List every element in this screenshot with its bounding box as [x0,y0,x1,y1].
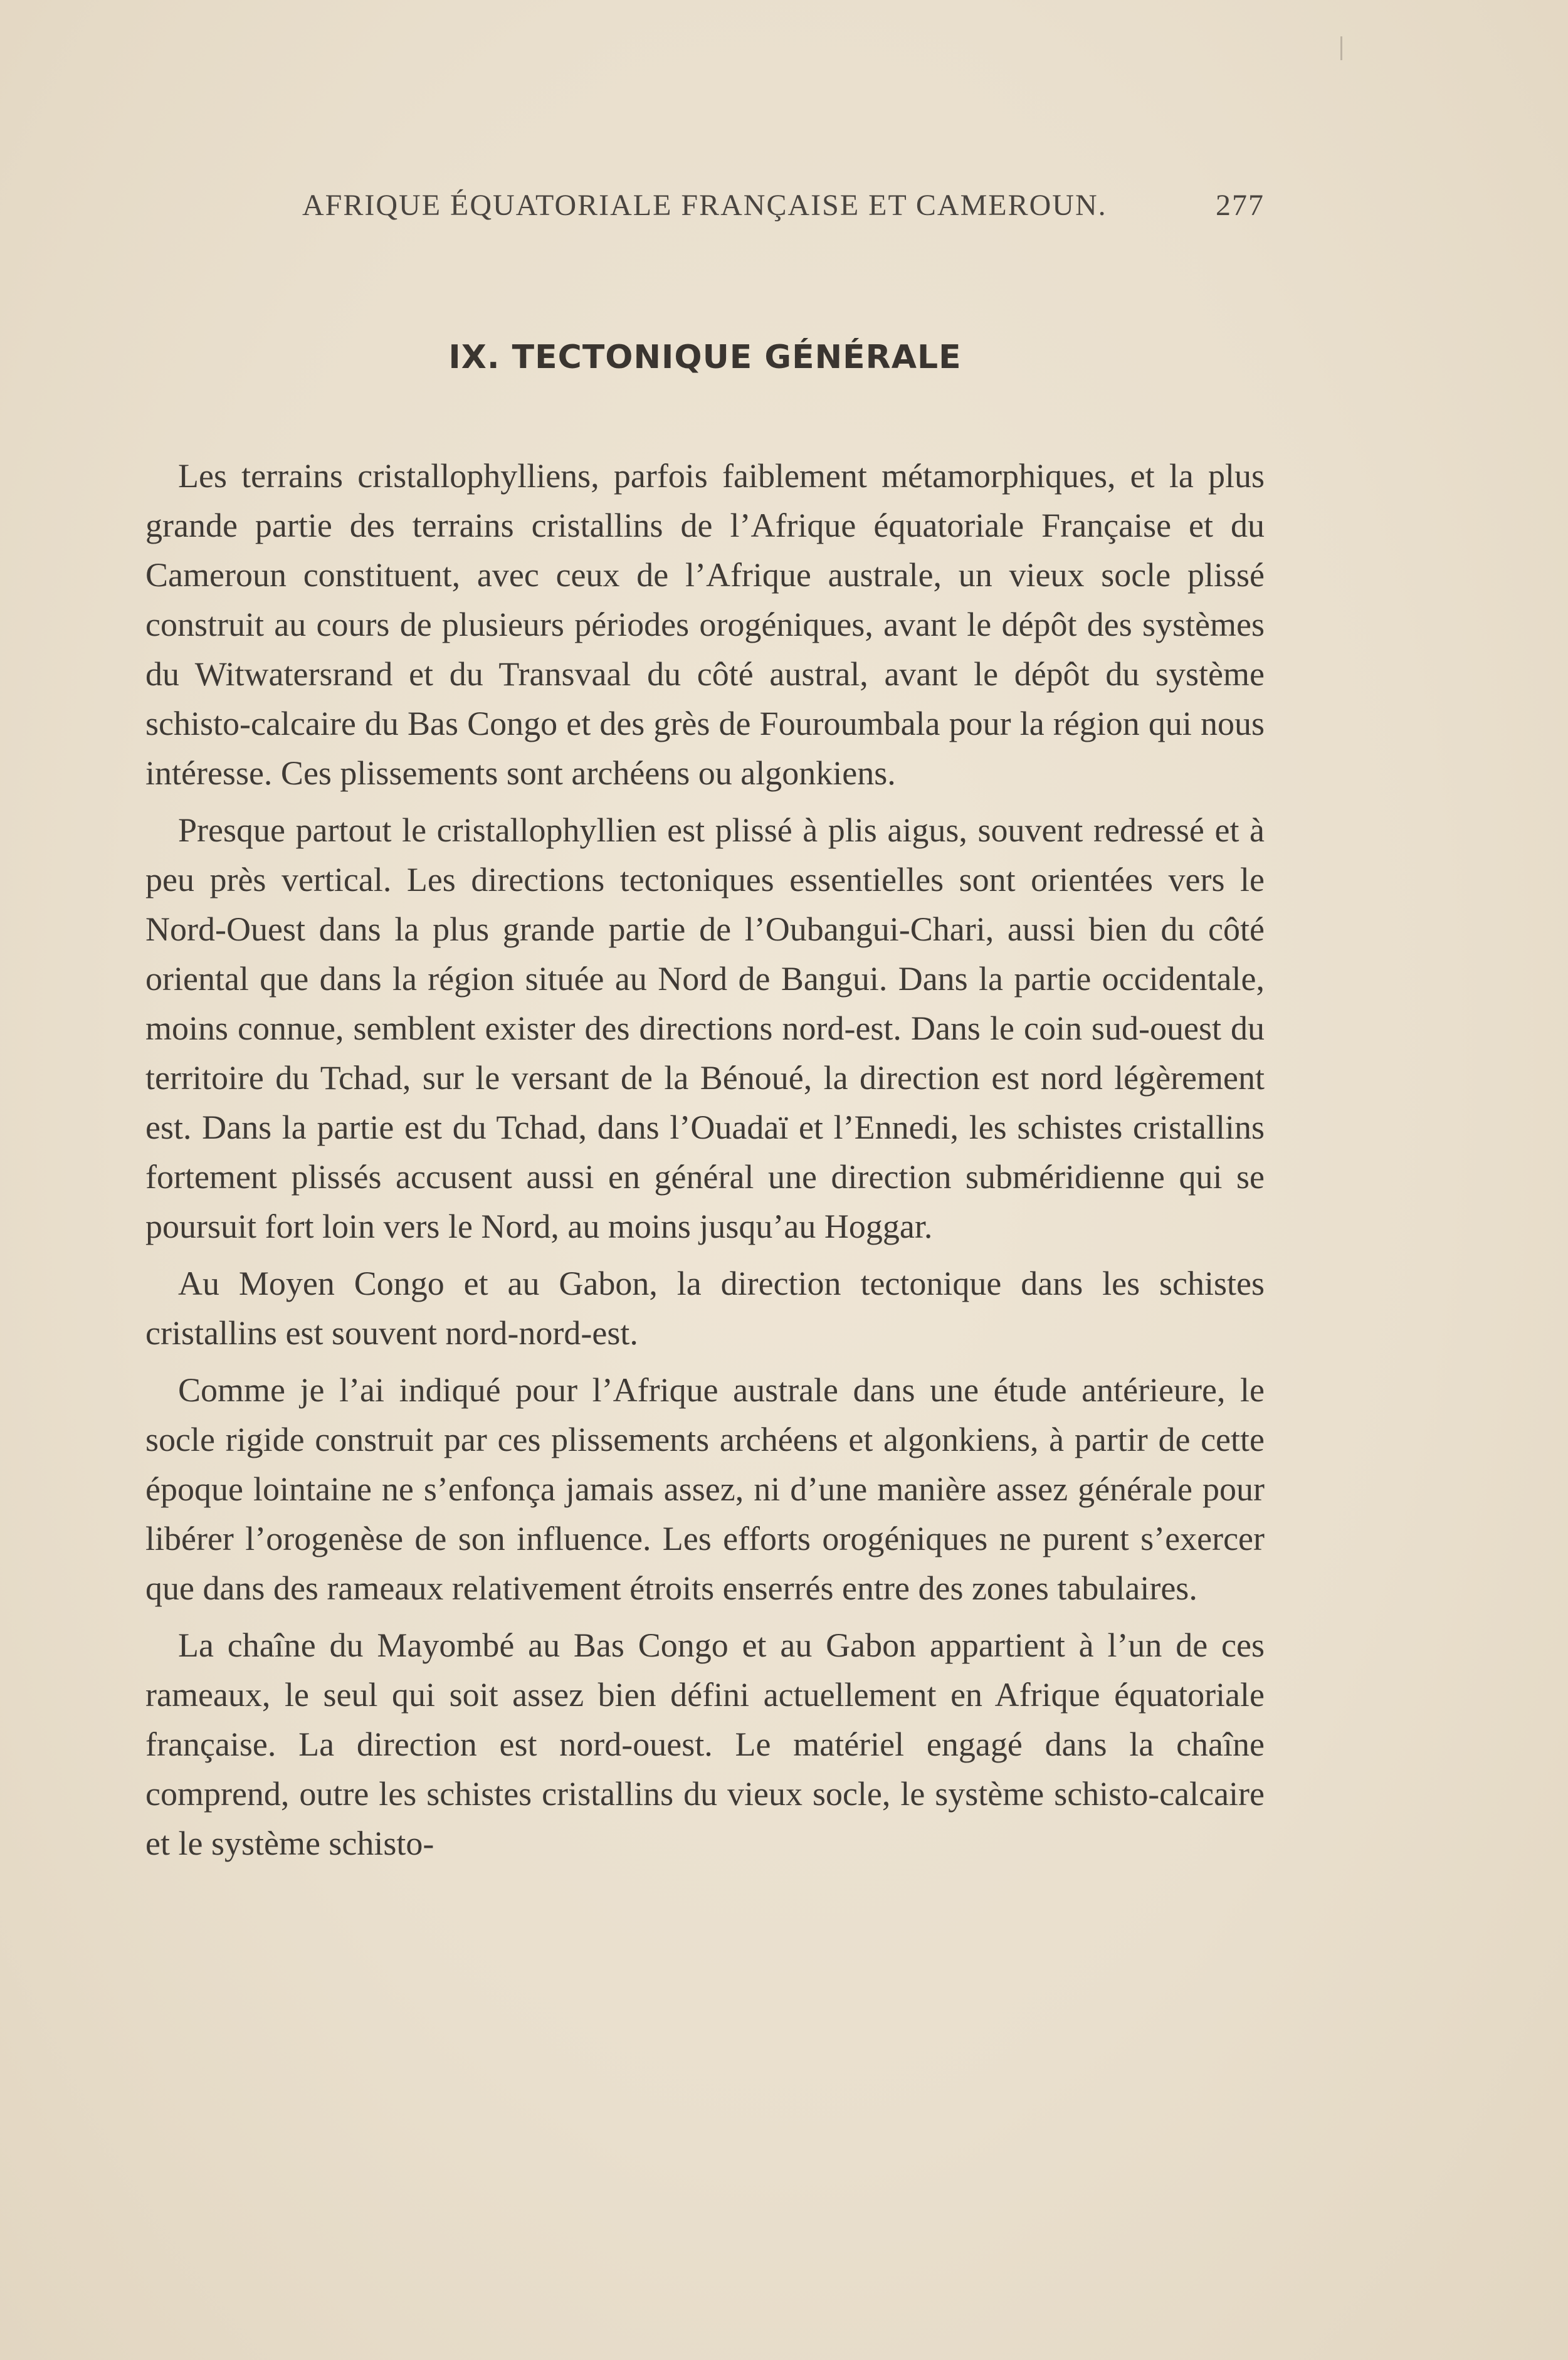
body-text [145,451,1265,1868]
paragraph: Au Moyen Congo et au Gabon, la direction tectonique dans les schistes cristallins est souvent nord-nord-est. [145,1265,1265,1352]
page-number: 277 [1216,189,1265,222]
paragraph: Les terrains cristallophylliens, parfois faiblement métamorphiques, et la plus grande partie des terrains cristallins de l’Afrique équatoriale Française et du Cameroun constituent, avec ceux de l’Afrique australe, un vieux socle plissé construit au cours de plusieurs périodes orogéniques, avant le dépôt des systèmes du Witwatersrand et du Transvaal du côté austral, avant le dépôt du système schisto-calcaire du Bas Congo et des grès de Fouroumbala pour la région qui nous intéresse. Ces plissements sont archéens ou algonkiens. [145,457,1265,792]
paragraph: Presque partout le cristallophyllien est plissé à plis aigus, souvent redressé et à peu près vertical. Les directions tectoniques essentielles sont orientées vers le Nord-Ouest dans la plus grande partie de l’Oubangui-Chari, aussi bien du côté oriental que dans la région située au Nord de Bangui. Dans la partie occidentale, moins connue, semblent exister des directions nord-est. Dans le coin sud-ouest du territoire du Tchad, sur le versant de la Bénoué, la direction est nord légèrement est. Dans la partie est du Tchad, dans l’Ouadaï et l’Ennedi, les schistes cristallins fortement plissés accusent aussi en général une direction subméridienne qui se poursuit fort loin vers le Nord, au moins jusqu’au Hoggar. [145,811,1265,1245]
running-head [145,188,1265,238]
paragraph: Comme je l’ai indiqué pour l’Afrique australe dans une étude antérieure, le socle rigide construit par ces plissements archéens et algonkiens, à partir de cette époque lointaine ne s’enfonça jamais assez, ni d’une manière assez générale pour libérer l’orogenèse de son influence. Les efforts orogéniques ne purent s’exercer que dans des rameaux relativement étroits enserrés entre des zones tabulaires. [145,1371,1265,1607]
page-edge-mark [1340,36,1342,60]
paragraph: La chaîne du Mayombé au Bas Congo et au Gabon appartient à l’un de ces rameaux, le seul qui soit assez bien défini actuellement en Afrique équatoriale française. La direction est nord-ouest. Le matériel engagé dans la chaîne comprend, outre les schistes cristallins du vieux socle, le système schisto-calcaire et le système schisto- [145,1626,1265,1862]
section-title: IX. TECTONIQUE GÉNÉRALE [448,339,962,376]
running-head-title: AFRIQUE ÉQUATORIALE FRANÇAISE ET CAMEROUN. [302,189,1107,222]
